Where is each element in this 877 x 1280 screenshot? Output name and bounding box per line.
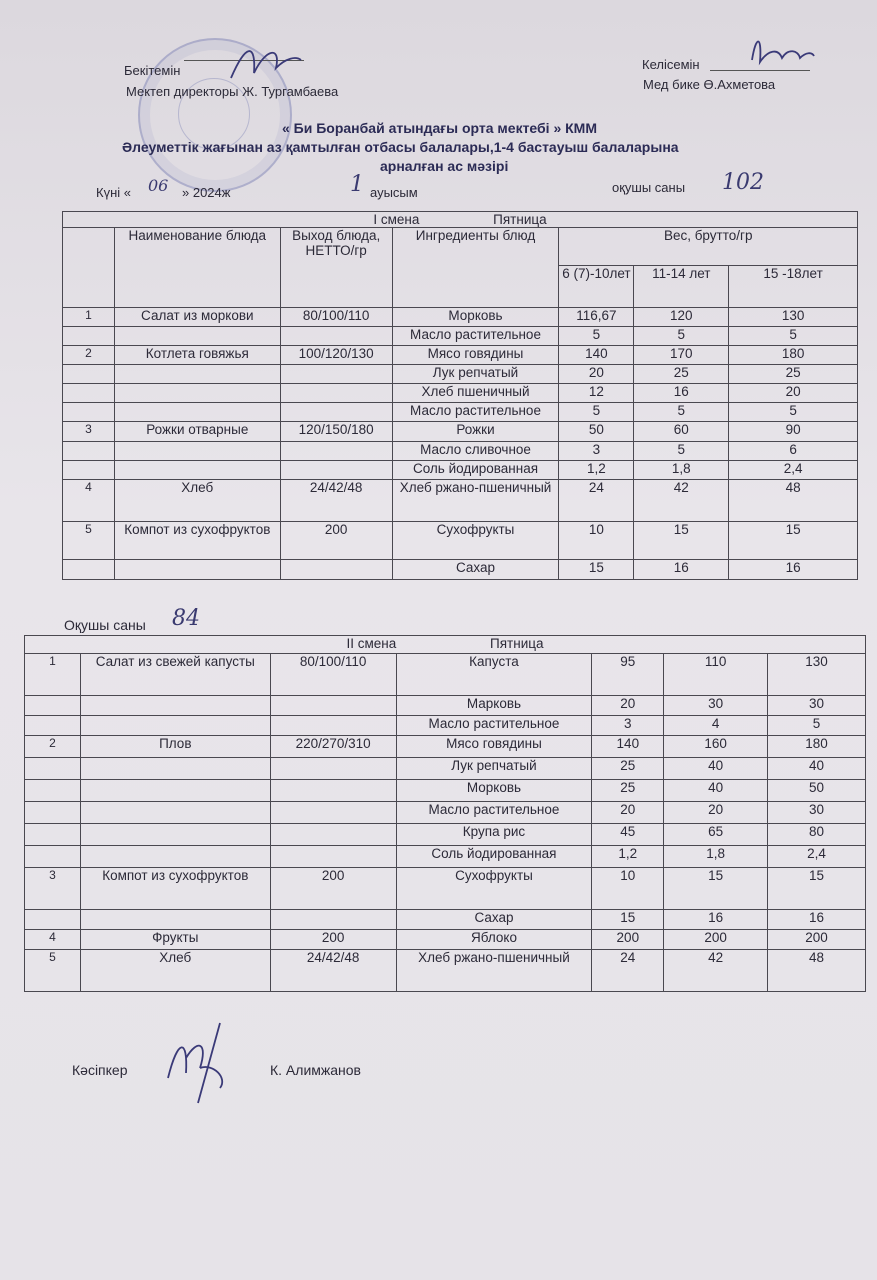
cell-output	[270, 824, 396, 846]
day-value: 06	[148, 176, 169, 195]
cell-output	[270, 910, 396, 930]
table-row	[25, 696, 866, 716]
table-row	[25, 930, 866, 950]
cell-a: 1,2	[592, 846, 664, 868]
cell-output: 80/100/110	[270, 654, 396, 696]
cell-output	[280, 560, 392, 580]
cell-dish: Хлеб	[114, 480, 280, 522]
cell-n	[63, 384, 115, 403]
cell-a: 20	[559, 365, 634, 384]
table2-shift-header: II смена Пятница	[25, 636, 866, 654]
title-line-3: арналған ас мәзірі	[380, 158, 509, 174]
cell-n: 2	[63, 346, 115, 365]
cell-a: 140	[592, 736, 664, 758]
cell-c: 90	[729, 422, 858, 442]
cell-b: 15	[634, 522, 729, 560]
cell-c: 48	[729, 480, 858, 522]
cell-n	[63, 461, 115, 480]
cell-n	[25, 846, 81, 868]
cell-n	[63, 560, 115, 580]
cell-output	[270, 758, 396, 780]
cell-c: 15	[729, 522, 858, 560]
cell-c: 30	[768, 802, 866, 824]
cell-dish: Компот из сухофруктов	[114, 522, 280, 560]
cell-ing: Сахар	[392, 560, 559, 580]
cell-n	[25, 696, 81, 716]
title-line-2: Әлеуметтік жағынан аз қамтылған отбасы балалары,1-4 бастауыш балаларына	[122, 139, 679, 155]
cell-a: 10	[559, 522, 634, 560]
cell-dish: Хлеб	[80, 950, 270, 992]
cell-a: 12	[559, 384, 634, 403]
year-text: » 2024ж	[182, 185, 231, 200]
cell-ing: Сахар	[396, 910, 592, 930]
cell-b: 30	[664, 696, 768, 716]
table-row	[63, 560, 858, 580]
cell-c: 80	[768, 824, 866, 846]
cell-n	[25, 802, 81, 824]
cell-b: 42	[634, 480, 729, 522]
cell-n: 2	[25, 736, 81, 758]
table-row	[63, 346, 858, 365]
cell-dish	[80, 910, 270, 930]
cell-output: 24/42/48	[270, 950, 396, 992]
table-row	[63, 308, 858, 327]
cell-ing: Сухофрукты	[392, 522, 559, 560]
table-row	[25, 868, 866, 910]
shift-label: ауысым	[370, 185, 418, 200]
cell-n: 5	[63, 522, 115, 560]
cell-ing: Масло растительное	[396, 802, 592, 824]
cell-a: 24	[559, 480, 634, 522]
cell-b: 65	[664, 824, 768, 846]
cell-output	[280, 327, 392, 346]
cell-ing: Морковь	[396, 780, 592, 802]
cell-c: 180	[768, 736, 866, 758]
nurse-signature-line	[710, 70, 810, 71]
cell-dish: Салат из моркови	[114, 308, 280, 327]
menu-table-shift-2	[24, 635, 866, 992]
table1-shift-header: I смена Пятница	[63, 212, 858, 228]
cell-output: 220/270/310	[270, 736, 396, 758]
col-age-2: 11-14 лет	[634, 266, 729, 308]
cell-n: 3	[25, 868, 81, 910]
cell-b: 5	[634, 442, 729, 461]
cell-c: 5	[768, 716, 866, 736]
cell-n	[63, 442, 115, 461]
cell-c: 15	[768, 868, 866, 910]
cell-b: 40	[664, 758, 768, 780]
cell-b: 16	[664, 910, 768, 930]
cell-n	[25, 910, 81, 930]
cell-dish: Компот из сухофруктов	[80, 868, 270, 910]
cell-n	[63, 327, 115, 346]
cell-c: 16	[729, 560, 858, 580]
cell-ing: Масло сливочное	[392, 442, 559, 461]
cell-a: 140	[559, 346, 634, 365]
cell-a: 3	[559, 442, 634, 461]
cell-output	[270, 802, 396, 824]
entrepreneur-signature	[158, 1018, 238, 1108]
cell-output: 200	[270, 930, 396, 950]
cell-c: 5	[729, 403, 858, 422]
cell-output	[280, 365, 392, 384]
cell-dish: Салат из свежей капусты	[80, 654, 270, 696]
cell-output: 80/100/110	[280, 308, 392, 327]
table-row	[25, 846, 866, 868]
cell-output	[270, 696, 396, 716]
cell-ing: Лук репчатый	[396, 758, 592, 780]
col-output: Выход блюда, НЕТТО/гр	[280, 228, 392, 308]
cell-n	[63, 403, 115, 422]
cell-b: 200	[664, 930, 768, 950]
cell-dish	[114, 442, 280, 461]
cell-output	[280, 461, 392, 480]
cell-output	[270, 780, 396, 802]
cell-c: 20	[729, 384, 858, 403]
cell-dish: Плов	[80, 736, 270, 758]
cell-ing: Соль йодированная	[392, 461, 559, 480]
cell-b: 120	[634, 308, 729, 327]
cell-b: 170	[634, 346, 729, 365]
cell-dish: Рожки отварные	[114, 422, 280, 442]
cell-a: 95	[592, 654, 664, 696]
cell-c: 40	[768, 758, 866, 780]
cell-a: 24	[592, 950, 664, 992]
cell-output: 120/150/180	[280, 422, 392, 442]
cell-ing: Масло растительное	[392, 403, 559, 422]
director-line: Мектеп директоры Ж. Тургамбаева	[126, 84, 339, 99]
cell-n: 4	[63, 480, 115, 522]
table-row	[25, 736, 866, 758]
cell-b: 20	[664, 802, 768, 824]
cell-a: 5	[559, 327, 634, 346]
cell-dish	[80, 780, 270, 802]
cell-n	[63, 365, 115, 384]
cell-dish	[114, 327, 280, 346]
cell-dish	[80, 696, 270, 716]
cell-ing: Рожки	[392, 422, 559, 442]
cell-b: 1,8	[664, 846, 768, 868]
cell-a: 200	[592, 930, 664, 950]
cell-a: 3	[592, 716, 664, 736]
cell-a: 45	[592, 824, 664, 846]
cell-c: 5	[729, 327, 858, 346]
cell-a: 116,67	[559, 308, 634, 327]
cell-ing: Мясо говядины	[396, 736, 592, 758]
nurse-signature	[748, 30, 818, 70]
cell-output	[270, 846, 396, 868]
table-row	[25, 654, 866, 696]
cell-c: 48	[768, 950, 866, 992]
cell-ing: Морковь	[392, 308, 559, 327]
entrepreneur-name: К. Алимжанов	[270, 1062, 361, 1078]
cell-ing: Хлеб ржано-пшеничный	[392, 480, 559, 522]
director-signature	[226, 38, 306, 88]
cell-b: 1,8	[634, 461, 729, 480]
nurse-line: Мед бике Ө.Ахметова	[643, 77, 776, 92]
col-age-1: 6 (7)-10лет	[559, 266, 634, 308]
cell-c: 2,4	[729, 461, 858, 480]
table-row	[63, 403, 858, 422]
cell-b: 40	[664, 780, 768, 802]
table-row	[25, 910, 866, 930]
cell-output: 100/120/130	[280, 346, 392, 365]
table-row	[25, 802, 866, 824]
cell-ing: Марковь	[396, 696, 592, 716]
cell-b: 60	[634, 422, 729, 442]
cell-n: 3	[63, 422, 115, 442]
cell-output	[280, 403, 392, 422]
table-row	[25, 758, 866, 780]
cell-ing: Крупа рис	[396, 824, 592, 846]
cell-c: 50	[768, 780, 866, 802]
cell-output: 24/42/48	[280, 480, 392, 522]
cell-ing: Сухофрукты	[396, 868, 592, 910]
cell-dish: Котлета говяжья	[114, 346, 280, 365]
cell-a: 50	[559, 422, 634, 442]
cell-dish	[80, 758, 270, 780]
cell-b: 15	[664, 868, 768, 910]
cell-dish	[80, 716, 270, 736]
cell-b: 160	[664, 736, 768, 758]
cell-ing: Хлеб пшеничный	[392, 384, 559, 403]
cell-c: 2,4	[768, 846, 866, 868]
cell-b: 5	[634, 327, 729, 346]
cell-c: 200	[768, 930, 866, 950]
day-label: Күні «	[96, 185, 131, 200]
cell-a: 15	[559, 560, 634, 580]
menu-table-shift-1	[62, 211, 858, 580]
cell-dish	[114, 461, 280, 480]
cell-a: 15	[592, 910, 664, 930]
table-row	[25, 716, 866, 736]
table-row	[63, 365, 858, 384]
cell-b: 42	[664, 950, 768, 992]
cell-b: 16	[634, 384, 729, 403]
cell-c: 30	[768, 696, 866, 716]
col-ingredients: Ингредиенты блюд	[392, 228, 559, 308]
cell-c: 180	[729, 346, 858, 365]
cell-output	[280, 384, 392, 403]
cell-n: 1	[63, 308, 115, 327]
cell-dish: Фрукты	[80, 930, 270, 950]
cell-dish	[114, 560, 280, 580]
cell-ing: Капуста	[396, 654, 592, 696]
table-row	[63, 442, 858, 461]
cell-a: 25	[592, 758, 664, 780]
table-row	[63, 422, 858, 442]
approve-label: Бекітемін	[124, 63, 181, 78]
table-row	[63, 384, 858, 403]
cell-ing: Лук репчатый	[392, 365, 559, 384]
cell-a: 20	[592, 696, 664, 716]
cell-a: 5	[559, 403, 634, 422]
cell-ing: Мясо говядины	[392, 346, 559, 365]
table-row	[63, 327, 858, 346]
cell-c: 6	[729, 442, 858, 461]
cell-ing: Масло растительное	[392, 327, 559, 346]
table-row	[25, 824, 866, 846]
cell-b: 16	[634, 560, 729, 580]
cell-a: 1,2	[559, 461, 634, 480]
cell-b: 4	[664, 716, 768, 736]
col-weight: Вес, брутто/гр	[559, 228, 858, 266]
cell-output	[270, 716, 396, 736]
cell-a: 10	[592, 868, 664, 910]
cell-a: 20	[592, 802, 664, 824]
cell-b: 110	[664, 654, 768, 696]
cell-ing: Соль йодированная	[396, 846, 592, 868]
cell-c: 25	[729, 365, 858, 384]
table-row	[63, 480, 858, 522]
title-line-1: « Би Боранбай атындағы орта мектебі » КММ	[282, 120, 598, 136]
cell-n	[25, 824, 81, 846]
cell-n	[25, 780, 81, 802]
cell-n: 5	[25, 950, 81, 992]
cell-dish	[114, 384, 280, 403]
table-row	[63, 522, 858, 560]
second-pupils-label: Оқушы саны	[64, 617, 146, 633]
cell-dish	[80, 802, 270, 824]
cell-b: 5	[634, 403, 729, 422]
second-pupils-value: 84	[172, 606, 200, 631]
cell-ing: Яблоко	[396, 930, 592, 950]
cell-c: 130	[729, 308, 858, 327]
agree-label: Келісемін	[642, 57, 700, 72]
cell-n	[25, 716, 81, 736]
cell-dish	[114, 403, 280, 422]
cell-n	[25, 758, 81, 780]
cell-c: 130	[768, 654, 866, 696]
cell-c: 16	[768, 910, 866, 930]
cell-b: 25	[634, 365, 729, 384]
col-age-3: 15 -18лет	[729, 266, 858, 308]
cell-output: 200	[280, 522, 392, 560]
cell-output	[280, 442, 392, 461]
pupils-value: 102	[722, 170, 764, 195]
cell-dish	[114, 365, 280, 384]
cell-output: 200	[270, 868, 396, 910]
cell-n: 4	[25, 930, 81, 950]
table-row	[25, 950, 866, 992]
table-row	[25, 780, 866, 802]
table-row	[63, 461, 858, 480]
cell-dish	[80, 824, 270, 846]
entrepreneur-label: Кәсіпкер	[72, 1062, 128, 1078]
cell-n: 1	[25, 654, 81, 696]
pupils-label: оқушы саны	[612, 180, 686, 195]
cell-ing: Хлеб ржано-пшеничный	[396, 950, 592, 992]
cell-ing: Масло растительное	[396, 716, 592, 736]
col-dish-name: Наименование блюда	[114, 228, 280, 308]
cell-a: 25	[592, 780, 664, 802]
shift-value: 1	[350, 172, 364, 197]
cell-dish	[80, 846, 270, 868]
